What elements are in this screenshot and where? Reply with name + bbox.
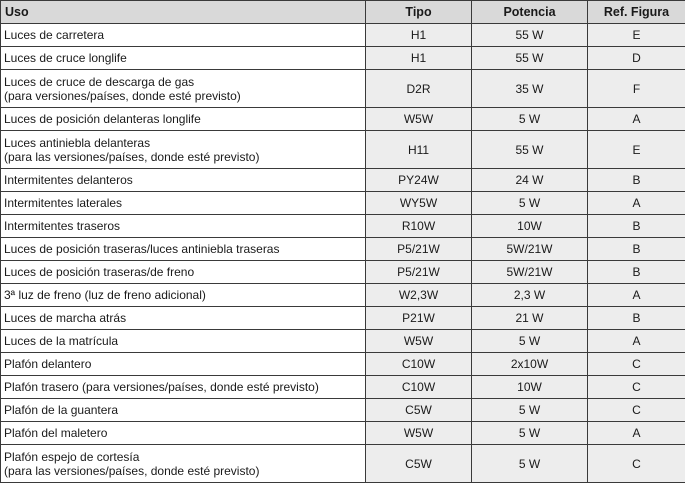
cell-ref-figura: A bbox=[588, 330, 685, 353]
cell-tipo: WY5W bbox=[366, 192, 472, 215]
table-row bbox=[1, 192, 685, 215]
cell-tipo: W5W bbox=[366, 108, 472, 131]
cell-tipo: W5W bbox=[366, 422, 472, 445]
cell-tipo: H11 bbox=[366, 131, 472, 169]
cell-tipo: C5W bbox=[366, 399, 472, 422]
cell-potencia: 24 W bbox=[472, 169, 588, 192]
uso-text: Luces de carretera bbox=[4, 28, 105, 42]
cell-tipo: PY24W bbox=[366, 169, 472, 192]
table-row bbox=[1, 284, 685, 307]
cell-ref-figura: E bbox=[588, 131, 685, 169]
cell-uso bbox=[1, 169, 366, 192]
cell-tipo: W5W bbox=[366, 330, 472, 353]
cell-potencia: 5 W bbox=[472, 192, 588, 215]
uso-text: Plafón delantero bbox=[4, 357, 92, 371]
cell-uso bbox=[1, 284, 366, 307]
cell-ref-figura: C bbox=[588, 353, 685, 376]
uso-text: Luces de la matrícula bbox=[4, 334, 119, 348]
cell-tipo: P5/21W bbox=[366, 261, 472, 284]
uso-note-text: (para versiones/países, donde esté previsto) bbox=[4, 88, 241, 103]
cell-potencia: 10W bbox=[472, 376, 588, 399]
cell-potencia: 5W/21W bbox=[472, 238, 588, 261]
cell-potencia: 21 W bbox=[472, 307, 588, 330]
cell-ref-figura: B bbox=[588, 215, 685, 238]
cell-tipo: C10W bbox=[366, 376, 472, 399]
table-row bbox=[1, 169, 685, 192]
cell-uso bbox=[1, 307, 366, 330]
cell-ref-figura: A bbox=[588, 108, 685, 131]
table-row bbox=[1, 353, 685, 376]
cell-uso bbox=[1, 131, 366, 169]
cell-tipo: C5W bbox=[366, 445, 472, 483]
table-row bbox=[1, 399, 685, 422]
uso-text: Luces de posición delanteras longlife bbox=[4, 112, 201, 126]
cell-potencia: 5 W bbox=[472, 422, 588, 445]
table-row bbox=[1, 70, 685, 108]
cell-potencia: 5 W bbox=[472, 445, 588, 483]
table-row bbox=[1, 376, 685, 399]
uso-text: 3ª luz de freno (luz de freno adicional) bbox=[4, 288, 206, 302]
table-row bbox=[1, 445, 685, 483]
table-row bbox=[1, 307, 685, 330]
table-body bbox=[1, 24, 685, 483]
cell-ref-figura: F bbox=[588, 70, 685, 108]
uso-text: Intermitentes delanteros bbox=[4, 173, 133, 187]
table-row bbox=[1, 131, 685, 169]
header-uso: Uso bbox=[1, 1, 366, 24]
cell-ref-figura: B bbox=[588, 238, 685, 261]
cell-uso bbox=[1, 376, 366, 399]
table-row bbox=[1, 422, 685, 445]
cell-uso bbox=[1, 330, 366, 353]
cell-tipo: P5/21W bbox=[366, 238, 472, 261]
cell-potencia: 35 W bbox=[472, 70, 588, 108]
uso-text: Intermitentes laterales bbox=[4, 196, 123, 210]
table-row bbox=[1, 215, 685, 238]
cell-potencia: 5 W bbox=[472, 330, 588, 353]
table-row bbox=[1, 24, 685, 47]
cell-uso bbox=[1, 261, 366, 284]
uso-text: Plafón trasero (para versiones/países, donde esté previsto) bbox=[4, 380, 319, 394]
uso-text: Luces de posición traseras/de freno bbox=[4, 265, 195, 279]
header-ref-figura: Ref. Figura bbox=[588, 1, 685, 24]
cell-tipo: P21W bbox=[366, 307, 472, 330]
cell-uso bbox=[1, 422, 366, 445]
uso-text: Luces de cruce de descarga de gas bbox=[4, 74, 195, 89]
table-row bbox=[1, 47, 685, 70]
cell-potencia: 10W bbox=[472, 215, 588, 238]
cell-potencia: 5W/21W bbox=[472, 261, 588, 284]
uso-text: Luces antiniebla delanteras bbox=[4, 135, 151, 150]
cell-ref-figura: D bbox=[588, 47, 685, 70]
cell-ref-figura: B bbox=[588, 169, 685, 192]
cell-uso bbox=[1, 24, 366, 47]
cell-ref-figura: A bbox=[588, 192, 685, 215]
table-row bbox=[1, 238, 685, 261]
cell-potencia: 2x10W bbox=[472, 353, 588, 376]
cell-ref-figura: A bbox=[588, 284, 685, 307]
cell-potencia: 55 W bbox=[472, 131, 588, 169]
uso-note-text: (para las versiones/países, donde esté previsto) bbox=[4, 149, 260, 164]
cell-uso bbox=[1, 399, 366, 422]
cell-ref-figura: B bbox=[588, 307, 685, 330]
table-header-row bbox=[1, 1, 685, 24]
cell-tipo: D2R bbox=[366, 70, 472, 108]
cell-uso bbox=[1, 353, 366, 376]
uso-text: Luces de cruce longlife bbox=[4, 51, 127, 65]
uso-text: Plafón espejo de cortesía bbox=[4, 449, 140, 464]
cell-tipo: C10W bbox=[366, 353, 472, 376]
cell-potencia: 55 W bbox=[472, 24, 588, 47]
cell-potencia: 2,3 W bbox=[472, 284, 588, 307]
cell-uso bbox=[1, 70, 366, 108]
cell-uso bbox=[1, 238, 366, 261]
table-row bbox=[1, 330, 685, 353]
cell-potencia: 5 W bbox=[472, 108, 588, 131]
cell-tipo: H1 bbox=[366, 47, 472, 70]
uso-text: Intermitentes traseros bbox=[4, 219, 121, 233]
cell-tipo: W2,3W bbox=[366, 284, 472, 307]
cell-ref-figura: B bbox=[588, 261, 685, 284]
cell-ref-figura: C bbox=[588, 445, 685, 483]
cell-ref-figura: A bbox=[588, 422, 685, 445]
uso-text: Plafón de la guantera bbox=[4, 403, 119, 417]
cell-tipo: R10W bbox=[366, 215, 472, 238]
cell-uso bbox=[1, 215, 366, 238]
uso-text: Luces de posición traseras/luces antiniebla traseras bbox=[4, 242, 280, 256]
table-row bbox=[1, 261, 685, 284]
cell-potencia: 5 W bbox=[472, 399, 588, 422]
cell-ref-figura: C bbox=[588, 399, 685, 422]
uso-note-text: (para las versiones/países, donde esté previsto) bbox=[4, 463, 260, 478]
cell-tipo: H1 bbox=[366, 24, 472, 47]
cell-ref-figura: C bbox=[588, 376, 685, 399]
header-tipo: Tipo bbox=[366, 1, 472, 24]
uso-text: Plafón del maletero bbox=[4, 426, 108, 440]
cell-uso bbox=[1, 47, 366, 70]
header-potencia: Potencia bbox=[472, 1, 588, 24]
cell-ref-figura: E bbox=[588, 24, 685, 47]
cell-potencia: 55 W bbox=[472, 47, 588, 70]
table-row bbox=[1, 108, 685, 131]
cell-uso bbox=[1, 108, 366, 131]
uso-text: Luces de marcha atrás bbox=[4, 311, 127, 325]
cell-uso bbox=[1, 445, 366, 483]
cell-uso bbox=[1, 192, 366, 215]
